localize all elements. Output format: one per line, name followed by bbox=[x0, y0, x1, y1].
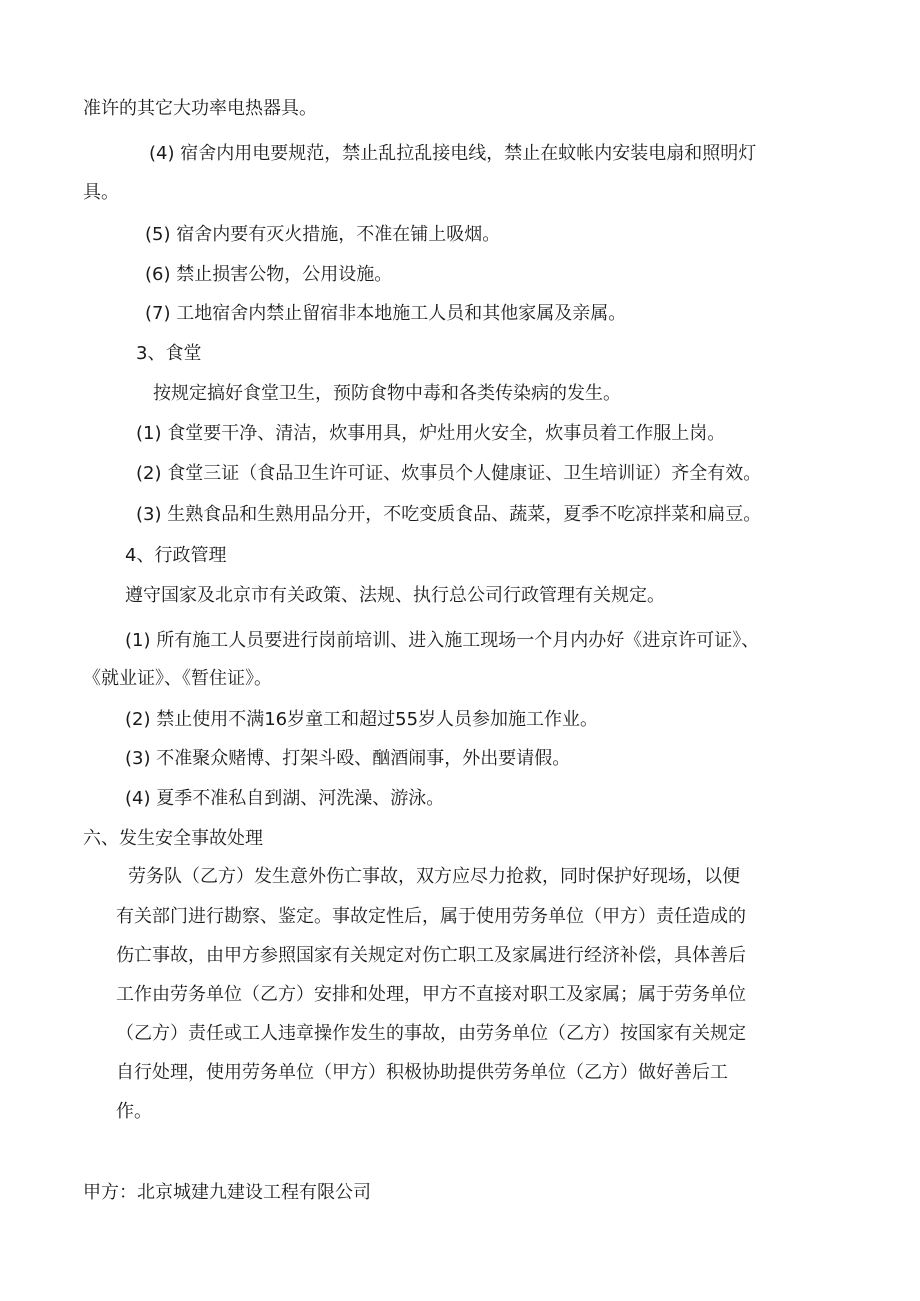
signature-line: 甲方：北京城建九建设工程有限公司 bbox=[83, 1182, 371, 1203]
paragraph: 作。 bbox=[116, 1101, 152, 1122]
section-heading: 4、行政管理 bbox=[125, 545, 227, 566]
text-line: 具。 bbox=[83, 182, 119, 203]
paragraph: 工作由劳务单位（乙方）安排和处理，甲方不直接对职工及家属；属于劳务单位 bbox=[116, 984, 746, 1005]
list-item: (5) 宿舍内要有灭火措施，不准在铺上吸烟。 bbox=[145, 224, 501, 245]
list-item: (4) 夏季不准私自到湖、河洗澡、游泳。 bbox=[125, 788, 445, 809]
paragraph: 遵守国家及北京市有关政策、法规、执行总公司行政管理有关规定。 bbox=[125, 585, 665, 606]
list-item: (1) 食堂要干净、清洁，炊事用具，炉灶用火安全，炊事员着工作服上岗。 bbox=[136, 423, 726, 444]
list-item: (2) 食堂三证（食品卫生许可证、炊事员个人健康证、卫生培训证）齐全有效。 bbox=[136, 463, 762, 484]
paragraph: 自行处理，使用劳务单位（甲方）积极协助提供劳务单位（乙方）做好善后工 bbox=[116, 1062, 728, 1083]
paragraph: 有关部门进行勘察、鉴定。事故定性后，属于使用劳务单位（甲方）责任造成的 bbox=[116, 906, 746, 927]
paragraph: 伤亡事故，由甲方参照国家有关规定对伤亡职工及家属进行经济补偿，具体善后 bbox=[116, 945, 746, 966]
list-item: (4) 宿舍内用电要规范，禁止乱拉乱接电线，禁止在蚊帐内安装电扇和照明灯 bbox=[149, 143, 757, 164]
list-item: (2) 禁止使用不满16岁童工和超过55岁人员参加施工作业。 bbox=[125, 709, 599, 730]
list-item: (1) 所有施工人员要进行岗前培训、进入施工现场一个月内办好《进京许可证》、 bbox=[125, 630, 760, 651]
text-line: 准许的其它大功率电热器具。 bbox=[83, 98, 317, 119]
paragraph: 劳务队（乙方）发生意外伤亡事故，双方应尽力抢救，同时保护好现场，以便 bbox=[128, 866, 740, 887]
section-heading: 3、食堂 bbox=[136, 343, 202, 364]
list-item: (3) 生熟食品和生熟用品分开，不吃变质食品、蔬菜，夏季不吃凉拌菜和扁豆。 bbox=[136, 504, 762, 525]
list-item: (7) 工地宿舍内禁止留宿非本地施工人员和其他家属及亲属。 bbox=[145, 303, 627, 324]
section-heading: 六、发生安全事故处理 bbox=[83, 828, 263, 849]
list-item: (6) 禁止损害公物，公用设施。 bbox=[145, 264, 393, 285]
paragraph: 按规定搞好食堂卫生，预防食物中毒和各类传染病的发生。 bbox=[153, 383, 621, 404]
paragraph: （乙方）责任或工人违章操作发生的事故，由劳务单位（乙方）按国家有关规定 bbox=[116, 1023, 746, 1044]
text-line: 《就业证》、《暂住证》。 bbox=[83, 668, 272, 689]
list-item: (3) 不准聚众赌博、打架斗殴、酗酒闹事，外出要请假。 bbox=[125, 748, 571, 769]
